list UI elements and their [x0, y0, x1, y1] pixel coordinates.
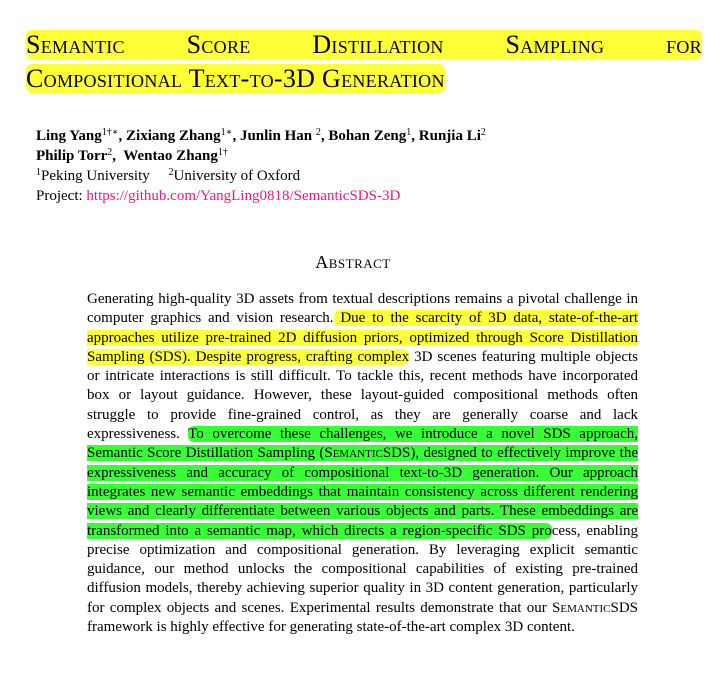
title-line-1: Semantic Score Distillation Sampling for — [26, 30, 702, 59]
affiliation-mark: 1 — [406, 127, 412, 138]
abstract-heading: Abstract — [315, 252, 391, 272]
affiliation-mark: 2 — [168, 167, 174, 178]
author-block — [36, 126, 696, 206]
method-name: SemanticSDS — [552, 599, 638, 616]
paper-title — [26, 28, 702, 96]
author-name: Philip Torr — [36, 148, 108, 164]
affiliation-mark: 1† — [217, 147, 228, 158]
affiliation-mark: 2 — [315, 127, 321, 138]
author-name: Zixiang Zhang — [126, 128, 221, 144]
title-line-2: Compositional Text-to-3D Generation — [26, 64, 445, 93]
author-name: Ling Yang — [36, 128, 102, 144]
affiliation-mark: 1 — [36, 167, 41, 178]
author-row-2: Philip Torr$^2$, Wentao Zhang$^{1\dagger}$ — [36, 147, 228, 164]
project-line — [36, 186, 696, 206]
project-link[interactable]: https://github.com/YangLing0818/SemanticSDS-3D — [86, 188, 401, 204]
abstract-highlight-yellow: Due to the scarcity of 3D data, state-of-the-art approaches utilize pre-trained 2D diffusion priors, optimized through Score Distillation Sampling (SDS). Despite progress, crafting complex — [87, 310, 638, 365]
abstract-sentence-closing: cess, enabling precise optimization and compositional generation. By leveraging explicit semantic guidance, our method unlocks the compositional capabilities of existing pre-trained diffusion models, thereby achieving superior quality in 3D content generation, particularly for complex objects and scenes. Experimental results demonstrate that our — [87, 522, 639, 616]
author-name: Bohan Zeng — [328, 128, 407, 144]
author-row-1: Ling Yang$^{1\dagger∗}$, Zixiang Zhang$^{1∗}$, Junlin Han $^2$, Bohan Zeng$^1$, Runjia Li$^2$ — [36, 127, 486, 144]
affiliation-mark: 2 — [480, 127, 486, 138]
abstract-body — [87, 290, 638, 637]
affiliation-mark: 1†∗ — [101, 127, 119, 138]
abstract-sentence-plain: 3D scenes featuring multiple objects or intricate interactions is still difficult. To tackle this, recent methods have incorporated box or layout guidance. However, these layout-guided compositional methods often struggle to provide fine-grained control, as they are generally coarse and lack expressiveness. — [87, 348, 638, 443]
abstract-green-part-1: To overcome these challenges, we introduce a novel SDS approach, Semantic Score Distillation Sampling ( — [87, 426, 639, 462]
author-name: Runjia Li — [418, 128, 481, 144]
abstract-sentence-final: framework is highly effective for generating state-of-the-art complex 3D content. — [87, 619, 575, 636]
abstract-green-part-2: ), designed to effectively improve the expressiveness and accuracy of compositional text-to-3D generation. Our approach integrates new semantic embeddings that maintain consistency across different rendering views and clearly differentiate between various objects and parts. These embeddings are transformed into a semantic map, which directs a region-specific SDS pro — [87, 445, 638, 539]
affiliation-mark: 2 — [107, 147, 113, 158]
affiliation-2: University of Oxford — [173, 168, 301, 184]
affiliation-mark: 1∗ — [220, 127, 233, 138]
affiliation-1: Peking University — [41, 168, 150, 184]
author-name: Junlin Han — [239, 128, 313, 144]
affiliations — [36, 166, 696, 186]
author-name: Wentao Zhang — [123, 148, 218, 164]
project-label: Project: — [36, 188, 83, 204]
abstract-sentence-1: Generating high-quality 3D assets from textual descriptions remains a pivotal challenge in computer graphics and vision research. — [87, 291, 638, 327]
method-name: SemanticSDS — [324, 445, 411, 462]
